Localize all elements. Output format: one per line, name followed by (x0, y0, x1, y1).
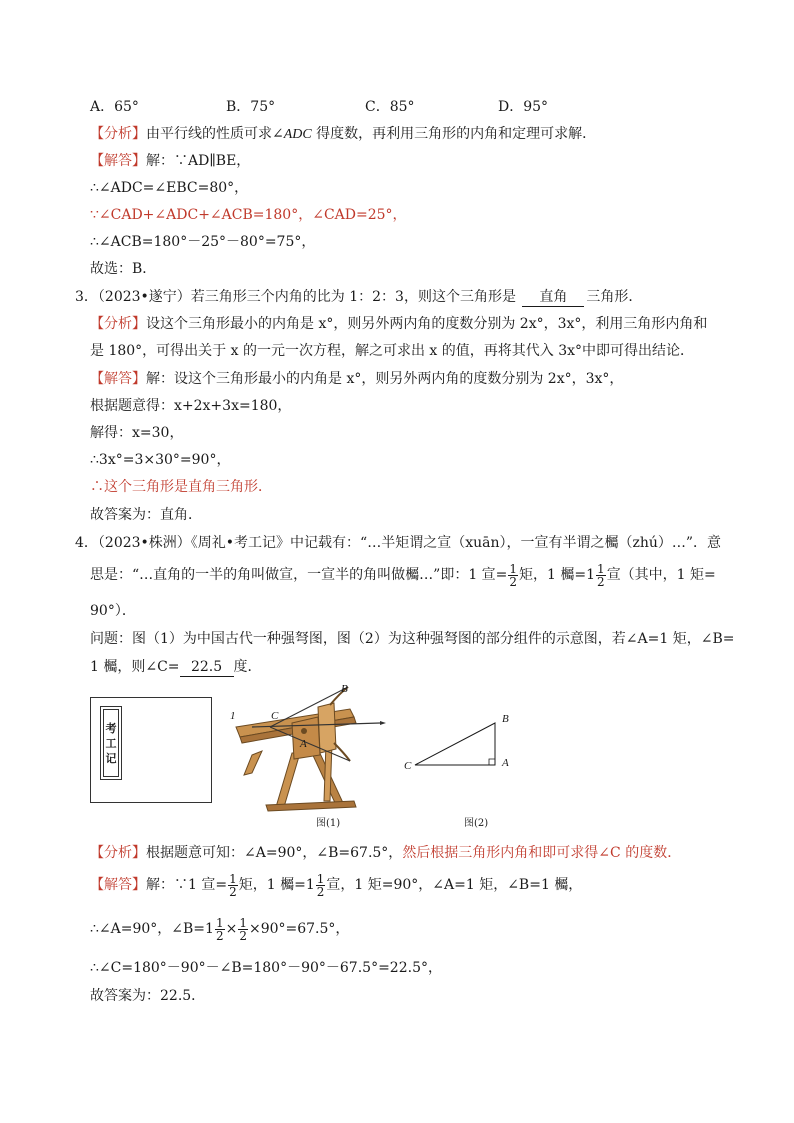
book-title-strip (100, 706, 122, 780)
fraction-half: $\frac{1}{2}$ (229, 871, 237, 899)
q3-answer-blank: 直角 (522, 288, 584, 307)
option-c: C．85° (365, 99, 415, 115)
option-a: A．65° (90, 99, 139, 115)
figure-1-caption: 图(1) (316, 818, 341, 829)
q3-analysis-2: 是 180°，可得出关于 x 的一元一次方程，解之可求出 x 的值，再将其代入 3x°中即可得出结论． (90, 343, 695, 359)
option-b: B．75° (226, 99, 276, 115)
book-char: 记 (105, 751, 117, 765)
q3-solution-4: ∴3x°=3×30°=90°， (90, 452, 231, 468)
crossbow-label-c: C (271, 710, 279, 722)
triangle-vertex-c: C (404, 760, 412, 772)
q4-answer-blank: 22.5 (180, 658, 234, 677)
book-char: 考 (105, 721, 117, 735)
q4-stem-3: 90°）． (90, 603, 136, 619)
q4-solution-1: 【解答】解：∵1 宣= $\frac{1}{2}$ 矩，1 欘=1 $\frac{1}{2}$ 宣，1 矩=90°，∠A=1 矩，∠B=1 欘， (90, 871, 583, 899)
q3-solution-3: 解得：x=30， (90, 425, 184, 441)
q3-solution-2: 根据题意得：x+2x+3x=180， (90, 398, 292, 414)
q4-stem-2: 思是：“…直角的一半的角叫做宣，一宣半的角叫做欘…”即：1 宣= $\frac{1}{2}$ 矩，1 欘=1 $\frac{1}{2}$ 宣（其中，1 矩= (90, 561, 716, 589)
triangle-vertex-b: B (502, 713, 509, 725)
triangle-vertex-a: A (502, 757, 509, 769)
q3-analysis-1: 【分析】设这个三角形最小的内角是 x°，则另外两内角的度数分别为 2x°，3x°，利用三角形内角和 (90, 316, 708, 332)
q2-sol-line-3: ∴∠ACB=180°－25°－80°=75°， (90, 234, 316, 250)
q3-solution-5: ∴这个三角形是直角三角形． (90, 479, 272, 495)
figure-2-caption: 图(2) (464, 818, 489, 829)
book-figure (90, 697, 212, 803)
q4-question-2: 1 欘，则∠C= 22.5 度． (90, 659, 262, 675)
q4-stem-1: 4．（2023•株洲）《周礼•考工记》中记载有：“…半矩谓之宣（xuān），一宣有半谓之欘（zhú）…”．意 (75, 535, 722, 551)
crossbow-label-a: A (300, 738, 307, 750)
q4-solution-3: ∴∠C=180°－90°－∠B=180°－90°－67.5°=22.5°， (90, 960, 442, 976)
fraction-half: $\frac{1}{2}$ (316, 871, 325, 899)
fraction-half: $\frac{1}{2}$ (509, 561, 518, 589)
q2-sol-line-1: ∴∠ADC=∠EBC=80°， (90, 180, 249, 196)
crossbow-illustration (222, 683, 392, 813)
book-char: 工 (105, 736, 117, 750)
q3-solution-1: 【解答】解：设这个三角形最小的内角是 x°，则另外两内角的度数分别为 2x°，3x°， (90, 371, 624, 387)
fraction-half: $\frac{1}{2}$ (597, 561, 605, 589)
q2-sol-line-4: 故选：B． (90, 261, 157, 277)
q4-question-1: 问题：图（1）为中国古代一种强弩图，图（2）为这种强弩图的部分组件的示意图，若∠A=1 矩，∠B= (90, 631, 735, 647)
crossbow-label-num: 1 (230, 710, 236, 722)
q4-solution-2: ∴∠A=90°，∠B=1 $\frac{1}{2}$ × $\frac{1}{2}$ ×90°=67.5°， (90, 915, 350, 943)
fraction-half: $\frac{1}{2}$ (239, 915, 247, 943)
q2-sol-line-2: ∵∠CAD+∠ADC+∠ACB=180°，∠CAD=25°， (90, 207, 407, 223)
q3-stem: 3．（2023•遂宁）若三角形三个内角的比为 1：2：3，则这个三角形是 直角 三角形． (75, 289, 643, 305)
q2-analysis: 【分析】由平行线的性质可求∠ADC 得度数，再利用三角形的内角和定理可求解． (90, 126, 597, 142)
option-d: D．95° (498, 99, 549, 115)
q4-analysis: 【分析】根据题意可知：∠A=90°，∠B=67.5°，然后根据三角形内角和即可求得∠C 的度数． (90, 845, 682, 861)
q2-solution-start: 【解答】解：∵AD∥BE， (90, 153, 251, 169)
fraction-half: $\frac{1}{2}$ (215, 915, 224, 943)
q3-solution-6: 故答案为：直角． (90, 507, 202, 523)
triangle-diagram (405, 715, 505, 775)
q4-solution-4: 故答案为：22.5． (90, 988, 206, 1004)
crossbow-label-b: B (341, 683, 348, 695)
